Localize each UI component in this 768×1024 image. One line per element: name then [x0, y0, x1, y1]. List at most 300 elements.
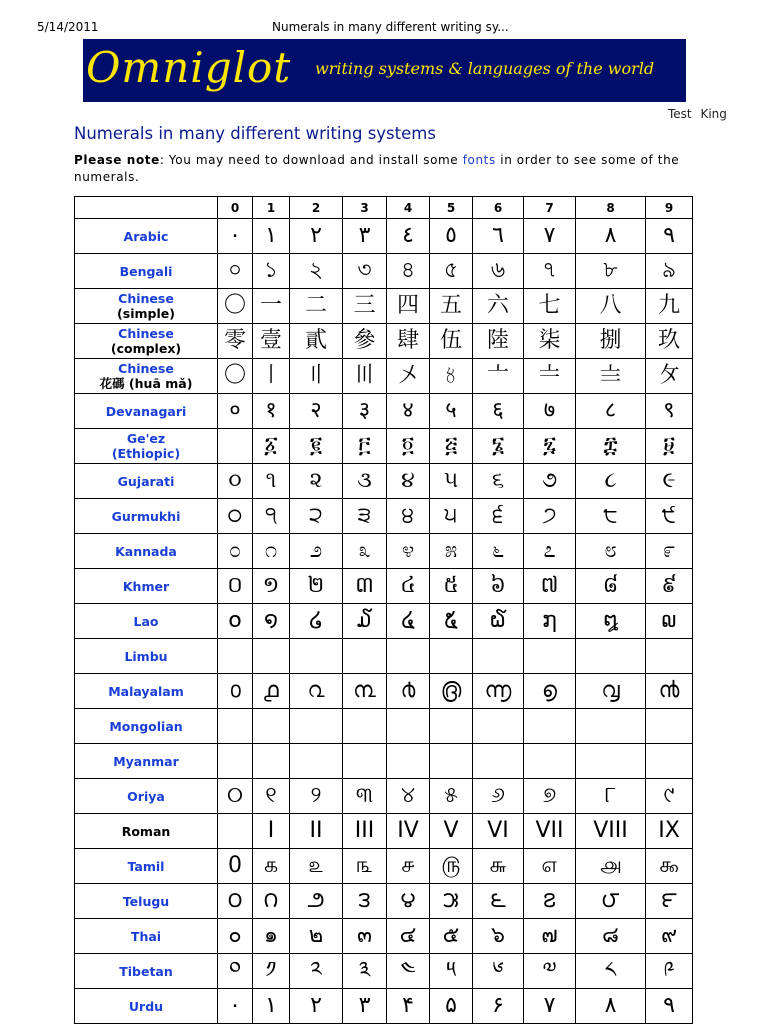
script-name: Telugu	[122, 893, 170, 909]
table-row	[75, 744, 693, 779]
numeral-cell: ٩	[646, 219, 693, 254]
table-row	[75, 359, 693, 394]
numeral-cell: ೬	[473, 534, 524, 569]
numeral-cell: 肆	[387, 324, 430, 359]
script-name-cell[interactable]	[75, 219, 218, 254]
numeral-cell: ໙	[646, 604, 693, 639]
numeral-cell	[430, 744, 473, 779]
numeral-cell: ០	[218, 569, 253, 604]
script-name-cell[interactable]	[75, 569, 218, 604]
table-row	[75, 709, 693, 744]
numeral-cell: 四	[387, 289, 430, 324]
numeral-cell: ٤	[387, 219, 430, 254]
table-row	[75, 989, 693, 1024]
numeral-cell	[646, 709, 693, 744]
column-header-1: 1	[253, 197, 290, 219]
numeral-cell: ୦	[218, 779, 253, 814]
download-note	[74, 152, 704, 186]
table-row	[75, 674, 693, 709]
numeral-cell: 〦	[473, 359, 524, 394]
numeral-cell: III	[343, 814, 387, 849]
numeral-cell: ๖	[473, 919, 524, 954]
numeral-cell: ੧	[253, 499, 290, 534]
numeral-cell: ٧	[524, 219, 576, 254]
numeral-cell: १	[253, 394, 290, 429]
numeral-cell: ٨	[576, 219, 646, 254]
numeral-cell: ૫	[430, 464, 473, 499]
numeral-cell: ۹	[646, 989, 693, 1024]
numeral-cell: 七	[524, 289, 576, 324]
numeral-cell: ໘	[576, 604, 646, 639]
table-row	[75, 324, 693, 359]
numeral-cell	[343, 709, 387, 744]
numeral-cell: ੩	[343, 499, 387, 534]
numeral-cell: ୭	[524, 779, 576, 814]
numeral-cell	[218, 709, 253, 744]
numeral-cell: ٠	[218, 219, 253, 254]
numeral-cell: ૯	[646, 464, 693, 499]
numeral-cell: ፰	[576, 429, 646, 464]
numeral-cell: ൭	[524, 674, 576, 709]
numeral-cell: ፩	[253, 429, 290, 464]
numeral-cell	[473, 709, 524, 744]
numeral-cell: ໕	[430, 604, 473, 639]
script-name: Devanagari	[105, 403, 187, 419]
numeral-cell	[524, 639, 576, 674]
script-name-cell[interactable]	[75, 989, 218, 1024]
numeral-cell: ௬	[473, 849, 524, 884]
omniglot-logo: Omniglot	[86, 43, 292, 92]
column-header-8: 8	[576, 197, 646, 219]
script-name: Arabic	[123, 228, 169, 244]
script-name-cell[interactable]	[75, 534, 218, 569]
numeral-cell: ٦	[473, 219, 524, 254]
numeral-cell: ໔	[387, 604, 430, 639]
numeral-cell: ৫	[430, 254, 473, 289]
numeral-cell: २	[290, 394, 343, 429]
numeral-cell: ౮	[576, 884, 646, 919]
numeral-cell: ໓	[343, 604, 387, 639]
numeral-cell	[218, 639, 253, 674]
script-name-cell[interactable]	[75, 429, 218, 464]
numeral-cell: 〢	[290, 359, 343, 394]
numeral-cell: ૮	[576, 464, 646, 499]
numeral-cell: ൬	[473, 674, 524, 709]
script-name-cell[interactable]	[75, 779, 218, 814]
script-name-cell[interactable]	[75, 394, 218, 429]
numeral-cell: II	[290, 814, 343, 849]
script-name: Limbu	[124, 648, 168, 664]
numeral-cell: ೭	[524, 534, 576, 569]
numeral-cell: ៤	[387, 569, 430, 604]
numeral-cell	[218, 429, 253, 464]
numeral-cell	[430, 709, 473, 744]
table-row	[75, 289, 693, 324]
numeral-cell: 壹	[253, 324, 290, 359]
numeral-cell: ४	[387, 394, 430, 429]
numeral-cell: ༠	[218, 954, 253, 989]
numeral-cell: ២	[290, 569, 343, 604]
table-row	[75, 779, 693, 814]
numeral-cell: 玖	[646, 324, 693, 359]
numeral-cell: ៨	[576, 569, 646, 604]
numeral-cell: ໗	[524, 604, 576, 639]
script-subname: (simple)	[117, 306, 175, 321]
numeral-cell: ൮	[576, 674, 646, 709]
numeral-cell: ൨	[290, 674, 343, 709]
numeral-cell: ༥	[430, 954, 473, 989]
numeral-cell: ௭	[524, 849, 576, 884]
column-header-5: 5	[430, 197, 473, 219]
script-name-cell	[75, 814, 218, 849]
script-name: Mongolian	[109, 718, 183, 734]
fonts-link[interactable]: fonts	[462, 153, 496, 167]
script-name: Kannada	[115, 543, 177, 559]
numeral-cell: 〩	[646, 359, 693, 394]
numeral-cell: ۱	[253, 989, 290, 1024]
numeral-cell: 一	[253, 289, 290, 324]
script-subname: (Ethiopic)	[111, 446, 181, 461]
numeral-cell: 陸	[473, 324, 524, 359]
script-name: Thai	[130, 928, 162, 944]
numeral-cell	[290, 744, 343, 779]
numeral-cell: ୨	[290, 779, 343, 814]
numeral-cell: ൪	[387, 674, 430, 709]
numeral-cell: ೯	[646, 534, 693, 569]
table-row	[75, 884, 693, 919]
table-row	[75, 954, 693, 989]
numeral-cell: ૪	[387, 464, 430, 499]
numeral-cell: ৯	[646, 254, 693, 289]
numeral-cell: ௨	[290, 849, 343, 884]
author-name: Test King	[668, 107, 727, 121]
numeral-cell: ୧	[253, 779, 290, 814]
numeral-cell: ༡	[253, 954, 290, 989]
numeral-cell: ९	[646, 394, 693, 429]
script-name-cell[interactable]	[75, 884, 218, 919]
script-name: Malayalam	[108, 683, 184, 699]
numeral-cell	[576, 639, 646, 674]
numeral-cell: ౯	[646, 884, 693, 919]
script-name-cell[interactable]	[75, 499, 218, 534]
numeral-cell: ৬	[473, 254, 524, 289]
numeral-cell: 0	[218, 849, 253, 884]
script-name-cell[interactable]	[75, 324, 218, 359]
table-row	[75, 219, 693, 254]
numeral-cell: ៧	[524, 569, 576, 604]
column-header-0: 0	[218, 197, 253, 219]
numeral-cell: ௯	[646, 849, 693, 884]
numeral-cell: ๓	[343, 919, 387, 954]
numeral-cell: ૭	[524, 464, 576, 499]
numeral-cell: ୩	[343, 779, 387, 814]
note-text-2: in order to see some of the numerals.	[74, 153, 680, 184]
numerals-table	[74, 196, 693, 1024]
numeral-cell: 零	[218, 324, 253, 359]
numeral-cell: ௮	[576, 849, 646, 884]
numeral-cell: ٢	[290, 219, 343, 254]
numeral-cell: ๔	[387, 919, 430, 954]
numeral-cell: ०	[218, 394, 253, 429]
numeral-cell: 九	[646, 289, 693, 324]
script-name: Ge'ez	[126, 431, 166, 446]
script-name: Gujarati	[117, 473, 175, 489]
numeral-cell: 二	[290, 289, 343, 324]
numeral-cell: ۶	[473, 989, 524, 1024]
numeral-cell: ੬	[473, 499, 524, 534]
table-row	[75, 499, 693, 534]
numeral-cell: ๗	[524, 919, 576, 954]
numeral-cell	[343, 639, 387, 674]
numeral-cell	[387, 709, 430, 744]
numeral-cell: ๙	[646, 919, 693, 954]
numeral-cell	[253, 744, 290, 779]
script-name: Lao	[133, 613, 159, 629]
omniglot-banner[interactable]	[83, 39, 686, 102]
numeral-cell: ৭	[524, 254, 576, 289]
numeral-cell: ୫	[430, 779, 473, 814]
numeral-cell: 五	[430, 289, 473, 324]
numeral-cell: ౫	[430, 884, 473, 919]
numeral-cell: ೮	[576, 534, 646, 569]
numeral-cell: VIII	[576, 814, 646, 849]
numeral-cell: ६	[473, 394, 524, 429]
numeral-cell: ፫	[343, 429, 387, 464]
table-row	[75, 394, 693, 429]
table-row	[75, 534, 693, 569]
numeral-cell: ੨	[290, 499, 343, 534]
numeral-cell: ٣	[343, 219, 387, 254]
numeral-cell: ७	[524, 394, 576, 429]
numeral-cell: ፯	[524, 429, 576, 464]
print-date: 5/14/2011	[37, 20, 99, 34]
script-name-cell[interactable]	[75, 954, 218, 989]
numeral-cell: ೪	[387, 534, 430, 569]
table-row	[75, 464, 693, 499]
numeral-cell: ༤	[387, 954, 430, 989]
numeral-cell: ໑	[253, 604, 290, 639]
numeral-cell	[253, 709, 290, 744]
numeral-cell: 〥	[430, 359, 473, 394]
numeral-cell: 貳	[290, 324, 343, 359]
numeral-cell: ໐	[218, 604, 253, 639]
numeral-cell: ๕	[430, 919, 473, 954]
page-title: Numerals in many different writing systems	[74, 124, 436, 143]
note-text-1: : You may need to download and install some	[159, 153, 463, 167]
script-name-cell[interactable]	[75, 744, 218, 779]
numeral-cell: VII	[524, 814, 576, 849]
script-name-cell[interactable]	[75, 359, 218, 394]
numeral-cell: 柒	[524, 324, 576, 359]
column-header-9: 9	[646, 197, 693, 219]
numeral-cell	[290, 639, 343, 674]
script-subname: (complex)	[110, 341, 182, 356]
numeral-cell: ໒	[290, 604, 343, 639]
script-name: Khmer	[122, 578, 170, 594]
numeral-cell: ໖	[473, 604, 524, 639]
numeral-cell: ፱	[646, 429, 693, 464]
numeral-cell: 捌	[576, 324, 646, 359]
script-subname: 花碼 (huā mǎ)	[99, 376, 193, 391]
numeral-cell	[473, 744, 524, 779]
numeral-cell: I	[253, 814, 290, 849]
script-name: Myanmar	[113, 753, 179, 769]
script-name: Chinese	[118, 326, 174, 341]
table-row	[75, 429, 693, 464]
numeral-cell: ፮	[473, 429, 524, 464]
numeral-cell: ៦	[473, 569, 524, 604]
script-name: Oriya	[127, 788, 165, 804]
numeral-cell: ៣	[343, 569, 387, 604]
numeral-cell: ૬	[473, 464, 524, 499]
numeral-cell: ૦	[218, 464, 253, 499]
numeral-cell: ౩	[343, 884, 387, 919]
numeral-cell: 〣	[343, 359, 387, 394]
numeral-cell: 〇	[218, 359, 253, 394]
table-row	[75, 569, 693, 604]
numeral-cell: ೫	[430, 534, 473, 569]
script-name: Gurmukhi	[111, 508, 181, 524]
numeral-cell: ๐	[218, 919, 253, 954]
numeral-cell: ༣	[343, 954, 387, 989]
script-name: Chinese	[118, 361, 174, 376]
script-name-cell[interactable]	[75, 289, 218, 324]
numeral-cell: ༨	[576, 954, 646, 989]
header-blank-cell	[75, 197, 218, 219]
script-name-cell[interactable]	[75, 849, 218, 884]
numeral-cell: ๘	[576, 919, 646, 954]
numeral-cell: ੭	[524, 499, 576, 534]
table-row	[75, 604, 693, 639]
numeral-cell	[473, 639, 524, 674]
numeral-cell	[430, 639, 473, 674]
numeral-cell	[524, 709, 576, 744]
column-header-6: 6	[473, 197, 524, 219]
numeral-cell: IV	[387, 814, 430, 849]
numeral-cell: ௪	[387, 849, 430, 884]
numeral-cell: ൧	[253, 674, 290, 709]
numeral-cell: ২	[290, 254, 343, 289]
script-name-cell[interactable]	[75, 919, 218, 954]
numeral-cell	[646, 639, 693, 674]
numeral-cell: V	[430, 814, 473, 849]
script-name-cell[interactable]	[75, 604, 218, 639]
numeral-cell: IX	[646, 814, 693, 849]
numeral-cell: ൩	[343, 674, 387, 709]
script-name-cell[interactable]	[75, 674, 218, 709]
numeral-cell: ௩	[343, 849, 387, 884]
script-name-cell[interactable]	[75, 709, 218, 744]
numeral-cell	[387, 639, 430, 674]
numeral-cell	[253, 639, 290, 674]
numeral-cell: 〨	[576, 359, 646, 394]
numeral-cell: 伍	[430, 324, 473, 359]
numeral-cell: ३	[343, 394, 387, 429]
numeral-cell: ۸	[576, 989, 646, 1024]
column-header-4: 4	[387, 197, 430, 219]
header-row	[75, 197, 693, 219]
numeral-cell	[646, 744, 693, 779]
numeral-cell	[343, 744, 387, 779]
script-name-cell[interactable]	[75, 639, 218, 674]
numeral-cell	[218, 744, 253, 779]
numeral-cell: ۵	[430, 989, 473, 1024]
numeral-cell: ௫	[430, 849, 473, 884]
table-row	[75, 639, 693, 674]
numeral-cell: ౭	[524, 884, 576, 919]
numeral-cell: ୯	[646, 779, 693, 814]
numeral-cell: ೧	[253, 534, 290, 569]
note-label: Please note	[74, 153, 160, 167]
numeral-cell: ۰	[218, 989, 253, 1024]
numeral-cell: ૧	[253, 464, 290, 499]
numeral-cell: 〇	[218, 289, 253, 324]
script-name: Roman	[121, 823, 171, 839]
numeral-cell: ༩	[646, 954, 693, 989]
numeral-cell: ১	[253, 254, 290, 289]
numeral-cell: ০	[218, 254, 253, 289]
numeral-cell: 〧	[524, 359, 576, 394]
numeral-cell	[524, 744, 576, 779]
numeral-cell	[387, 744, 430, 779]
numeral-cell: ౬	[473, 884, 524, 919]
column-header-7: 7	[524, 197, 576, 219]
script-name: Urdu	[128, 998, 164, 1014]
numeral-cell: ୪	[387, 779, 430, 814]
numeral-cell: ௧	[253, 849, 290, 884]
numeral-cell: ۴	[387, 989, 430, 1024]
numeral-cell: ೩	[343, 534, 387, 569]
script-name: Tibetan	[119, 963, 173, 979]
script-name-cell[interactable]	[75, 254, 218, 289]
numeral-cell: ੯	[646, 499, 693, 534]
numeral-cell: ५	[430, 394, 473, 429]
numeral-cell: ൫	[430, 674, 473, 709]
numeral-cell: ๑	[253, 919, 290, 954]
script-name: Bengali	[119, 263, 173, 279]
table-row	[75, 254, 693, 289]
numeral-cell: ൯	[646, 674, 693, 709]
numeral-cell: ۳	[343, 989, 387, 1024]
numeral-cell: ៥	[430, 569, 473, 604]
numeral-cell: ፬	[387, 429, 430, 464]
numeral-cell: ౧	[253, 884, 290, 919]
table-row	[75, 919, 693, 954]
numeral-cell: ៩	[646, 569, 693, 604]
numeral-cell: ୮	[576, 779, 646, 814]
numeral-cell: 〡	[253, 359, 290, 394]
numeral-cell: ፭	[430, 429, 473, 464]
numeral-cell: ౪	[387, 884, 430, 919]
script-name-cell[interactable]	[75, 464, 218, 499]
numeral-cell: ൦	[218, 674, 253, 709]
numeral-cell: VI	[473, 814, 524, 849]
numeral-cell: ༧	[524, 954, 576, 989]
numeral-cell	[218, 814, 253, 849]
numeral-cell: ۷	[524, 989, 576, 1024]
numeral-cell: ૨	[290, 464, 343, 499]
numeral-cell: 參	[343, 324, 387, 359]
numeral-cell: 八	[576, 289, 646, 324]
numeral-cell: 三	[343, 289, 387, 324]
numeral-cell: ૩	[343, 464, 387, 499]
numeral-cell: ༢	[290, 954, 343, 989]
numeral-cell: ۲	[290, 989, 343, 1024]
script-name: Tamil	[127, 858, 165, 874]
numeral-cell: ੦	[218, 499, 253, 534]
script-name: Chinese	[118, 291, 174, 306]
numeral-cell: ፪	[290, 429, 343, 464]
